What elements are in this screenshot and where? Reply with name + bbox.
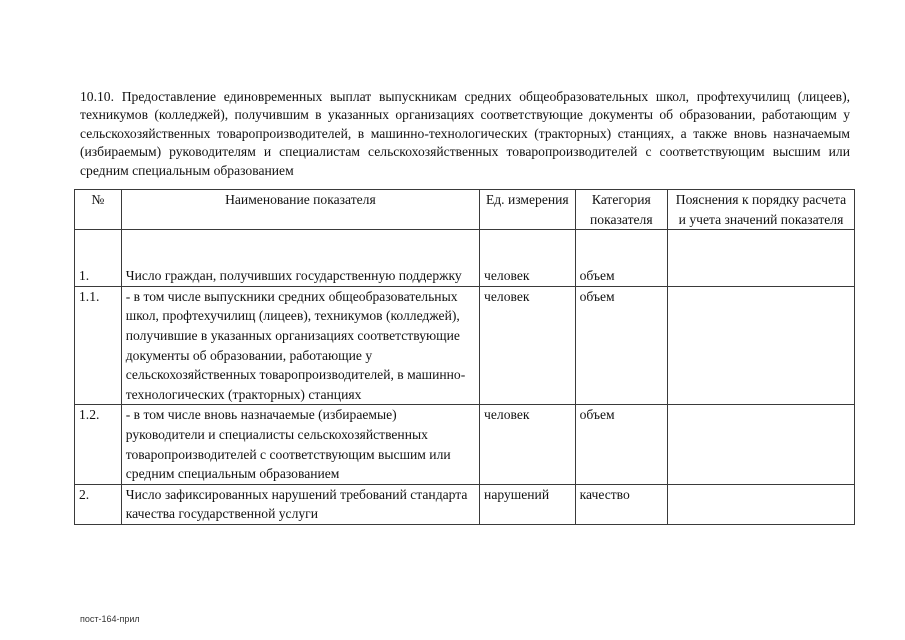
section-heading: 10.10. Предоставление единовременных выплат выпускникам средних общеобразовательных школ, профтехучилищ (лицеев), техникумов (колледжей), получившим в указанных организациях соответствующие документы об образовании, работающим у сельскохозяйственных товаропроизводителей, в машинно-технологических (тракторных) станциях, а также вновь назначаемым (избираемым) руководителям и специалистам сельскохозяйственных товаропроизводителей с соответствующим высшим или средним специальным образованием	[80, 89, 850, 178]
row-indicator-name: Число зафиксированных нарушений требований стандарта качества государственной услуги	[121, 484, 479, 524]
row-notes	[668, 484, 855, 524]
row-category: объем	[575, 286, 667, 405]
row-unit: человек	[480, 286, 576, 405]
header-number: №	[75, 190, 122, 230]
row-number: 1.1.	[75, 286, 122, 405]
document-footer-code: пост-164-прил	[80, 614, 140, 624]
row-indicator-name: Число граждан, получивших государственную поддержку	[121, 230, 479, 287]
row-unit: человек	[480, 405, 576, 484]
row-number: 2.	[75, 484, 122, 524]
header-notes: Пояснения к порядку расчета и учета значений показателя	[668, 190, 855, 230]
header-category: Категория показателя	[575, 190, 667, 230]
indicators-table	[74, 189, 855, 525]
row-number: 1.	[75, 230, 122, 287]
table-row	[75, 230, 855, 287]
row-indicator-name: - в том числе вновь назначаемые (избираемые) руководители и специалисты сельскохозяйственных товаропроизводителей с соответствующим высшим или средним специальным образованием	[121, 405, 479, 484]
row-notes	[668, 286, 855, 405]
row-unit: человек	[480, 230, 576, 287]
row-number: 1.2.	[75, 405, 122, 484]
table-row	[75, 484, 855, 524]
table-row	[75, 286, 855, 405]
row-indicator-name: - в том числе выпускники средних общеобразовательных школ, профтехучилищ (лицеев), техникумов (колледжей), получившие в указанных организациях соответствующие документы об образовании, работающие у сельскохозяйственных товаропроизводителей, в машинно-технологических (тракторных) станциях	[121, 286, 479, 405]
row-category: качество	[575, 484, 667, 524]
header-indicator-name: Наименование показателя	[121, 190, 479, 230]
header-unit: Ед. измерения	[480, 190, 576, 230]
row-category: объем	[575, 230, 667, 287]
row-unit: нарушений	[480, 484, 576, 524]
table-header-row	[75, 190, 855, 230]
table-row	[75, 405, 855, 484]
row-notes	[668, 405, 855, 484]
row-category: объем	[575, 405, 667, 484]
row-notes	[668, 230, 855, 287]
